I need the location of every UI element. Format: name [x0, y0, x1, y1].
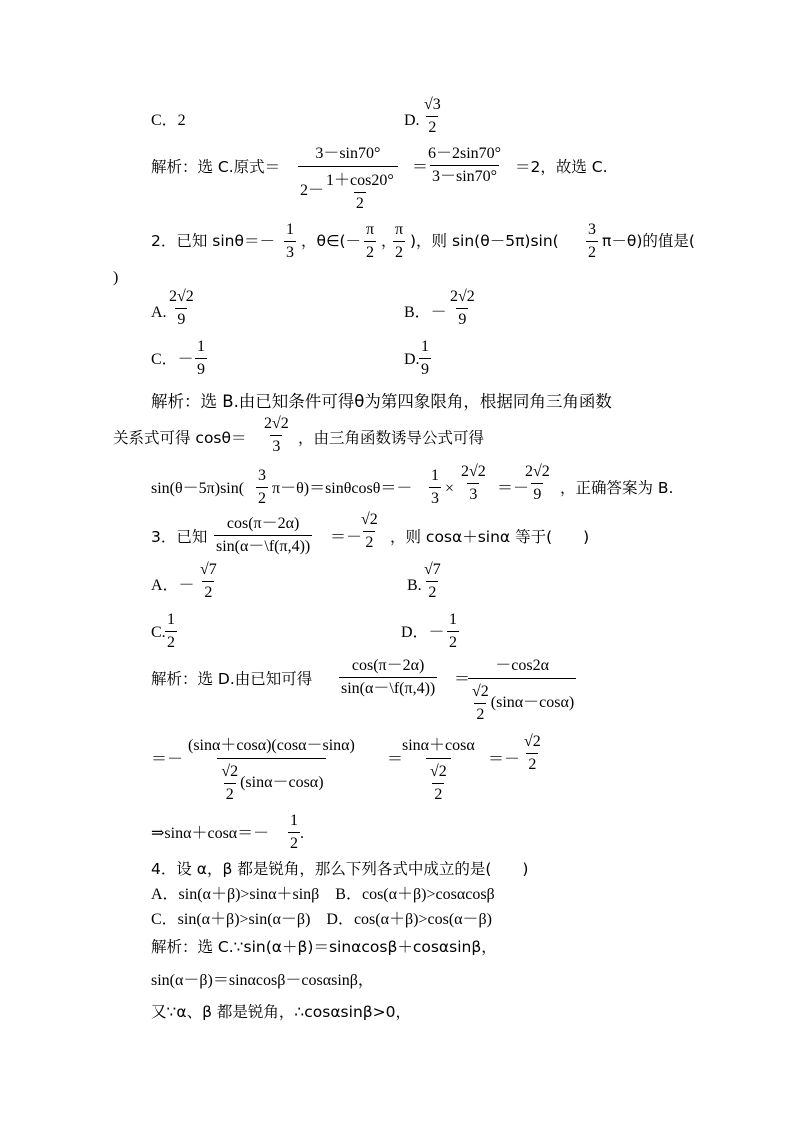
equals-sign: ＝: [412, 159, 429, 176]
q2-solution-line-3-c: ＝－: [497, 480, 530, 497]
equals-sign: ＝: [387, 751, 404, 768]
q3-stem-b: ＝－: [330, 529, 363, 546]
q2-option-a-fraction: $\frac{2√2}{9}$: [169, 288, 194, 328]
option-d-fraction: $\frac{√3}{2}$: [424, 96, 441, 136]
q4-stem: 4．设 α，β 都是锐角，那么下列各式中成立的是( ): [151, 860, 529, 878]
q2-solution-line-3-d: ，正确答案为 B.: [560, 479, 674, 497]
q3-stem-c: ，则 cosα＋sinα 等于( ): [390, 528, 590, 546]
q2-option-c-fraction: $\frac{1}{9}$: [197, 338, 205, 378]
q2-option-b-label: B．－: [404, 304, 447, 321]
q3-sqrt2-fraction: $\frac{√2}{2}$: [361, 511, 378, 551]
q2-solution-line-3-a: sin(θ－5π)sin(: [151, 480, 245, 497]
q2-stem-a: 2．已知 sinθ＝－: [151, 232, 275, 250]
q2-solution-line-2: 关系式可得 cosθ＝: [113, 429, 247, 447]
q3-option-c-label: C.: [151, 624, 166, 641]
q1-solution-label: 解析：选 C.原式＝: [151, 158, 281, 176]
q3-given-fraction: $\frac{\cos(\pi-2\alpha)}{\sin(\alpha-\backslash f(\pi,4))}$: [216, 515, 311, 555]
q3-solution-fraction-1: $\frac{\cos(\pi-2\alpha)}{\sin(\alpha-\backslash f(\pi,4))}$: [341, 657, 436, 697]
q2-option-c-label: C．－: [151, 351, 194, 368]
q3-line-2-prefix: ＝－: [151, 751, 184, 768]
q2-stem-d: )，则 sin(θ－5π)sin(: [410, 232, 559, 250]
q1-solution-conclusion: ＝2，故选 C.: [515, 158, 608, 176]
q2-option-d-fraction: $\frac{1}{9}$: [421, 338, 429, 378]
q3-stem-a: 3．已知: [151, 528, 208, 546]
q1-solution-fraction-1: 3－sin70° 2－ $\frac{1+\cos 20^\circ}{2}$: [298, 146, 398, 212]
q2-option-a-label: A.: [151, 304, 167, 321]
times-sign: ×: [445, 480, 455, 497]
q2-stem-close: ): [113, 269, 119, 286]
q3-line-2-eq2: ＝－: [488, 751, 521, 768]
q4-solution-line-1: 解析：选 C.∵sin(α＋β)＝sinαcosβ＋cosαsinβ，: [151, 938, 497, 956]
q3-conclusion-fraction: $\frac{1}{2}$: [290, 812, 298, 852]
q2-option-b-fraction: $\frac{2√2}{9}$: [450, 288, 475, 328]
q2-fraction-3: $\frac{\pi}{2}$: [395, 221, 404, 261]
q2-solution-line-3-frac-1: $\frac{3}{2}$: [258, 467, 266, 507]
q2-solution-line-3-frac-2: $\frac{1}{3}$: [431, 467, 439, 507]
q2-fraction-4: $\frac{3}{2}$: [588, 221, 596, 261]
q1-solution-fraction-2: $\frac{6-2\sin 70^\circ}{3-\sin 70^\circ}$: [428, 145, 502, 185]
q3-option-a-label: A．－: [151, 577, 195, 594]
q3-option-d-label: D．－: [401, 624, 445, 641]
q2-stem-c: ，: [381, 232, 397, 250]
option-c: C．2: [151, 112, 186, 129]
option-d-label: D.: [404, 112, 420, 129]
q3-solution-fraction-2: －cos2α $\frac{√2}{2}$ (sinα－cosα): [468, 658, 576, 723]
q4-solution-line-2: sin(α－β)＝sinαcosβ－cosαsinβ，: [151, 972, 374, 989]
q3-option-d-fraction: $\frac{1}{2}$: [449, 611, 457, 651]
q3-option-b-fraction: $\frac{√7}{2}$: [424, 561, 441, 601]
q3-line-2-fraction-3: $\frac{√2}{2}$: [524, 733, 541, 773]
q3-conclusion-prefix: ⇒sinα＋cosα＝－: [151, 825, 270, 842]
q3-option-a-fraction: $\frac{√7}{2}$: [200, 561, 217, 601]
q4-options-ab: A．sin(α＋β)>sinα＋sinβ B．cos(α＋β)>cosαcosβ: [151, 886, 495, 903]
q2-solution-line-3-b: π－θ)＝sinθcosθ＝－: [272, 480, 413, 497]
q2-solution-line-3-frac-3: $\frac{2√2}{3}$: [461, 463, 486, 503]
q4-solution-line-3: 又∵α、β 都是锐角，∴cosαsinβ>0，: [151, 1003, 412, 1021]
q2-solution-line-3-frac-4: $\frac{2√2}{9}$: [525, 463, 550, 503]
q2-solution-line-1: 解析：选 B.由已知条件可得θ为第四象限角，根据同角三角函数: [151, 392, 612, 411]
equals-sign: ＝: [454, 671, 471, 688]
q2-fraction-2: $\frac{\pi}{2}$: [366, 221, 375, 261]
q3-solution-label: 解析：选 D.由已知可得: [151, 670, 313, 688]
q2-stem-b: ，θ∈(－: [301, 232, 362, 250]
q3-conclusion-period: .: [300, 825, 304, 842]
q3-option-c-fraction: $\frac{1}{2}$: [167, 611, 175, 651]
q2-option-d-label: D.: [404, 351, 420, 368]
q2-solution-line-2-post: ，由三角函数诱导公式可得: [298, 429, 485, 447]
q3-option-b-label: B.: [407, 577, 422, 594]
q2-solution-cos-fraction: $\frac{2√2}{3}$: [264, 415, 289, 455]
q4-options-cd: C．sin(α＋β)>sin(α－β) D．cos(α＋β)>cos(α－β): [151, 911, 492, 928]
q3-line-2-fraction-1: (sinα＋cosα)(cosα－sinα) $\frac{√2}{2}$ (sinα－cosα): [188, 737, 355, 803]
q3-line-2-fraction-2: $\frac{\sin\alpha+\cos\alpha}{\frac{√2}{2}}$: [402, 737, 475, 803]
q2-fraction-1: $\frac{1}{3}$: [286, 221, 294, 261]
q2-stem-e: π－θ)的值是(: [602, 232, 695, 250]
